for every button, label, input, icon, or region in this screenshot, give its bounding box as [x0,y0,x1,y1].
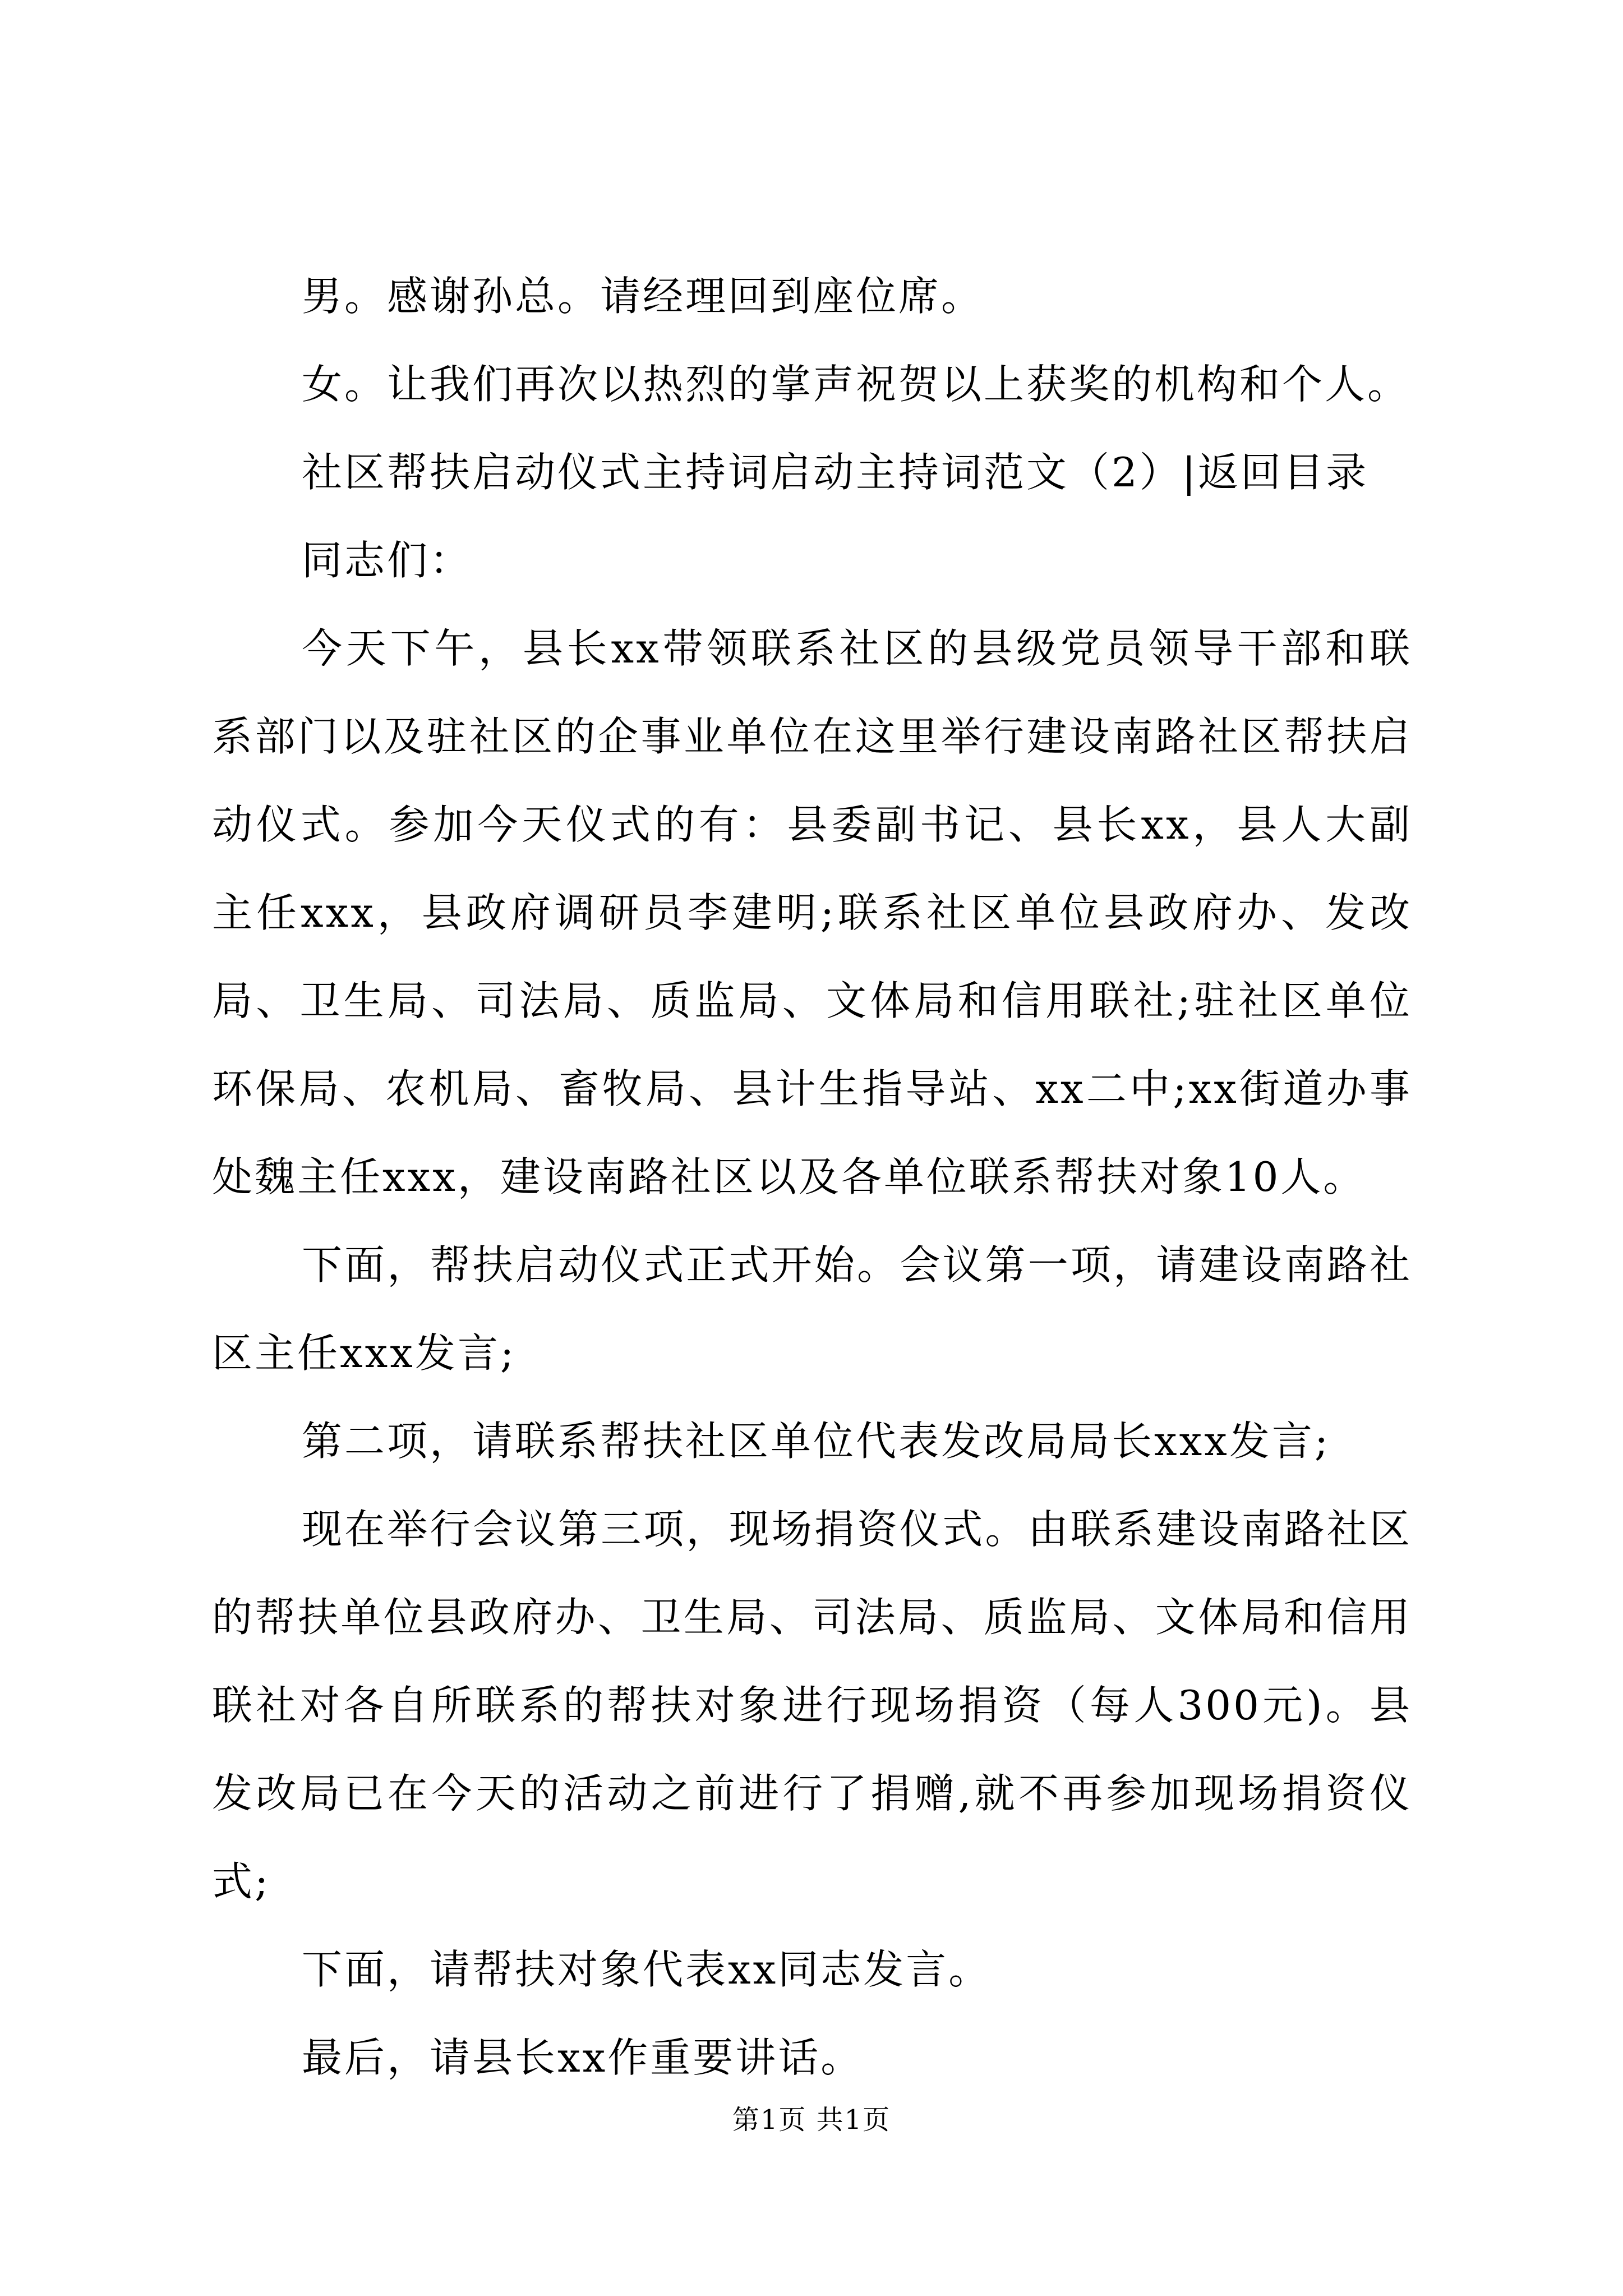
paragraph-final-speech: 最后，请县长xx作重要讲话。 [302,2034,864,2081]
paragraph-section-title: 社区帮扶启动仪式主持词启动主持词范文（2）|返回目录 [302,449,1369,496]
paragraph-introduction: 今天下午，县长xx带领联系社区的县级党员领导干部和联系部门以及驻社区的企事业单位在这里举行建设南路社区帮扶启动仪式。参加今天仪式的有：县委副书记、县长xx，县人大副主任xxx，县政府调研员李建明;联系社区单位县政府办、发改局、卫生局、司法局、质监局、文体局和信用联社;驻社区单位环保局、农机局、畜牧局、县计生指导站、xx二中;xx街道办事处魏主任xxx，建设南路社区以及各单位联系帮扶对象10人。 [212,625,1412,1200]
paragraph-representative-speech: 下面，请帮扶对象代表xx同志发言。 [302,1946,992,1993]
paragraph-item-one: 下面，帮扶启动仪式正式开始。会议第一项，请建设南路社区主任xxx发言; [212,1241,1412,1377]
paragraph-item-three: 现在举行会议第三项，现场捐资仪式。由联系建设南路社区的帮扶单位县政府办、卫生局、司法局、质监局、文体局和信用联社对各自所联系的帮扶对象进行现场捐资（每人300元)。县发改局已在今天的活动之前进行了捐赠,就不再参加现场捐资仪式; [212,1506,1412,1905]
paragraph-congratulations: 女。让我们再次以热烈的掌声祝贺以上获奖的机构和个人。 [302,361,1410,408]
paragraph-greeting: 同志们： [302,537,473,584]
paragraph-closing-thanks: 男。感谢孙总。请经理回到座位席。 [302,273,984,320]
page-footer [0,2098,1623,2137]
document-body [212,252,1412,2102]
paragraph-item-two: 第二项，请联系帮扶社区单位代表发改局局长xxx发言; [302,1418,1331,1465]
page-number: 第1页 共1页 [732,2104,891,2136]
